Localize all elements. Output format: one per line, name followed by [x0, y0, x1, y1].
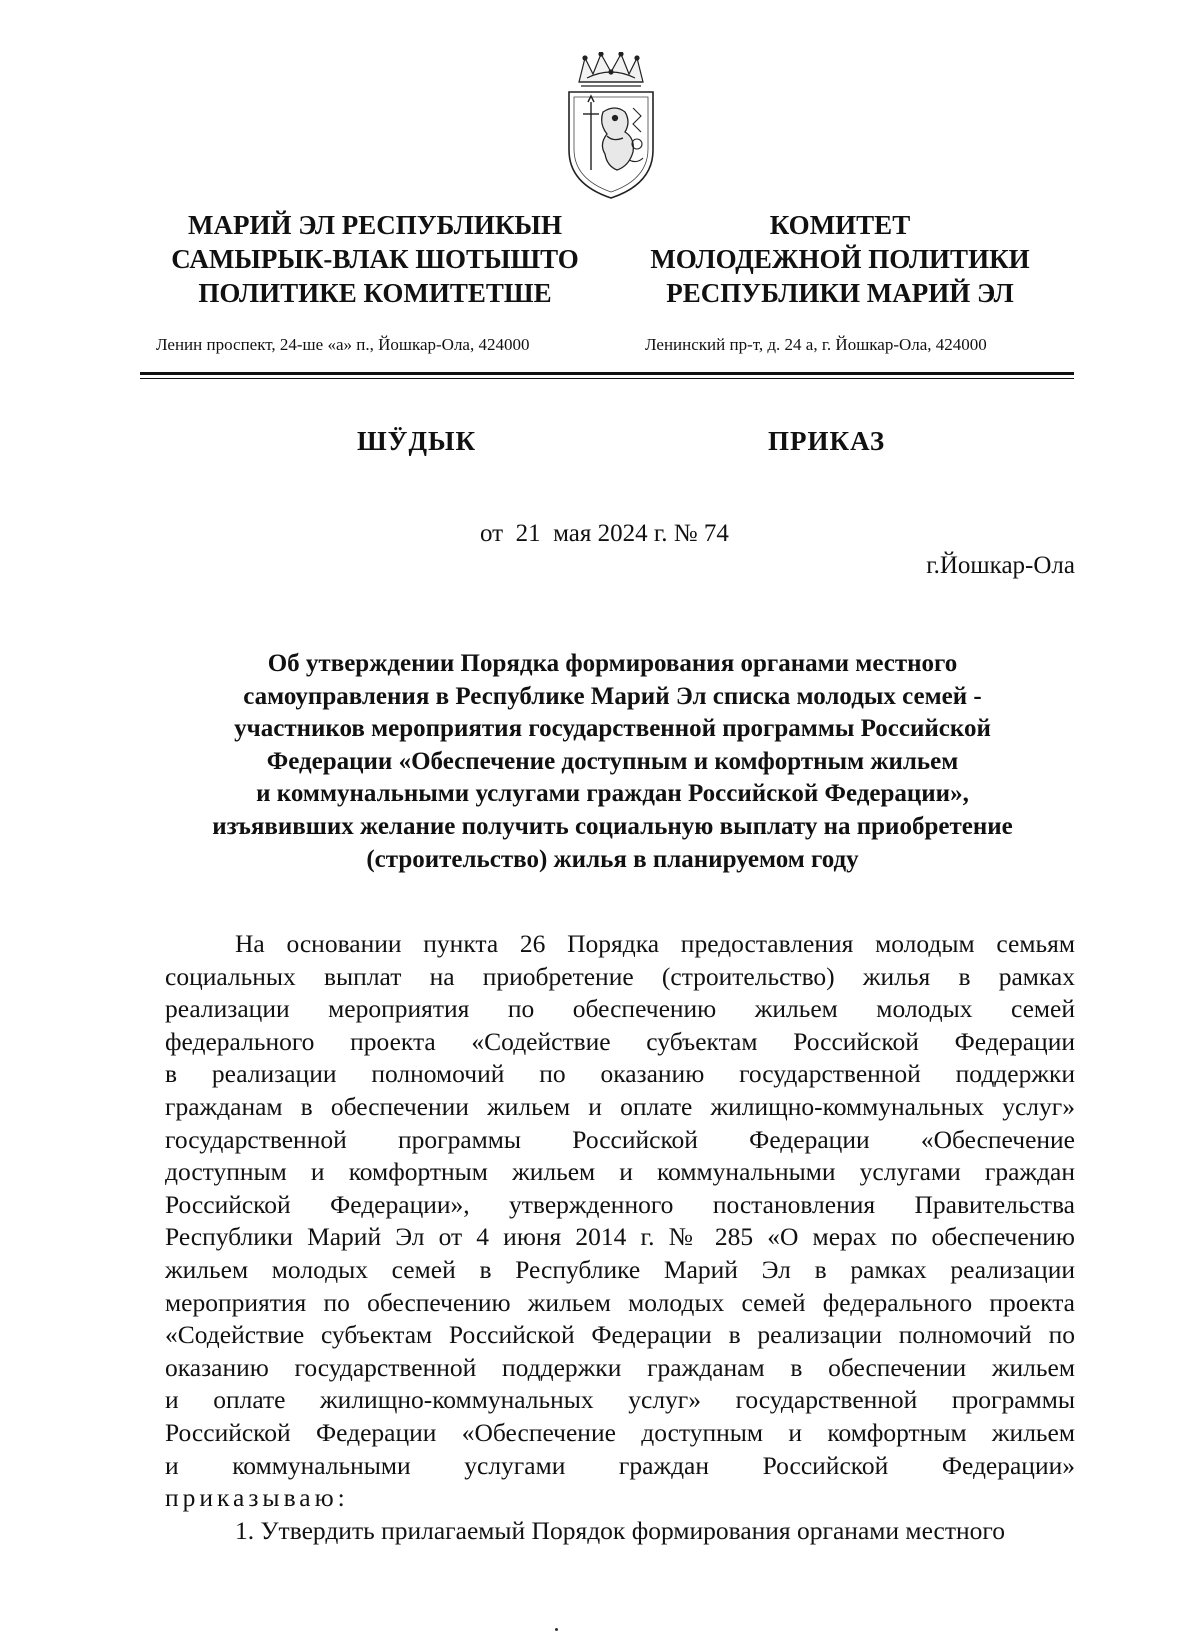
body-line: Республики Марий Эл от 4 июня 2014 г. № 285 «О мерах по обеспечению — [165, 1222, 1075, 1252]
body-line: реализации мероприятия по обеспечению жильем молодых семей — [165, 994, 1075, 1024]
document-date-number: от 21 мая 2024 г. № 74 — [480, 520, 729, 547]
header-address-russian: Ленинский пр-т, д. 24 а, г. Йошкар-Ола, 424000 — [645, 335, 987, 354]
body-line: мероприятия по обеспечению жильем молодых семей федерального проекта — [165, 1287, 1075, 1317]
document-type-mari: ШӰДЫК — [357, 426, 477, 456]
header-divider-thin — [140, 378, 1074, 379]
body-line: и коммунальными услугами граждан Российской Федерации» — [165, 1450, 1075, 1480]
body-line: государственной программы Российской Федерации «Обеспечение — [165, 1124, 1075, 1154]
body-line: социальных выплат на приобретение (строительство) жилья в рамках — [165, 961, 1075, 991]
body-line: оказанию государственной поддержки гражданам в обеспечении жильем — [165, 1352, 1075, 1382]
header-org-russian: КОМИТЕТ МОЛОДЕЖНОЙ ПОЛИТИКИ РЕСПУБЛИКИ МАРИЙ ЭЛ — [650, 210, 1030, 308]
body-line: «Содействие субъектам Российской Федерации в реализации полномочий по — [165, 1320, 1075, 1350]
document-heading: Об утверждении Порядка формирования органами местного самоуправления в Республике Марий Эл списка молодых семей - участников мероприятия государственной программы Российской Федерации «Обеспечение доступным и комфортным жильем и коммунальными услугами граждан Российской Федерации», изъявивших желание получить социальную выплату на приобретение (строительство) жилья в планируемом году — [212, 650, 1013, 873]
body-line: На основании пункта 26 Порядка предоставления молодым семьям — [235, 929, 1075, 958]
body-line-order-word: приказываю: — [165, 1483, 349, 1513]
document-city: г.Йошкар-Ола — [926, 552, 1075, 579]
body-line: доступным и комфортным жильем и коммунальными услугами граждан — [165, 1157, 1075, 1187]
header-address-mari: Ленин проспект, 24-ше «а» п., Йошкар-Ола, 424000 — [156, 335, 530, 354]
body-line: Российской Федерации «Обеспечение доступным и комфортным жильем — [165, 1417, 1075, 1447]
body-line: и оплате жилищно-коммунальных услуг» государственной программы — [165, 1385, 1075, 1415]
scan-artifact-dot — [555, 1628, 558, 1631]
header-org-mari: МАРИЙ ЭЛ РЕСПУБЛИКЫН САМЫРЫК-ВЛАК ШОТЫШТО ПОЛИТИКЕ КОМИТЕТШЕ — [171, 210, 579, 308]
body-line: в реализации полномочий по оказанию государственной поддержки — [165, 1059, 1075, 1089]
document-type-russian: ПРИКАЗ — [768, 426, 886, 456]
body-line: гражданам в обеспечении жильем и оплате жилищно-коммунальных услуг» — [165, 1091, 1075, 1121]
body-line: 1. Утвердить прилагаемый Порядок формирования органами местного — [235, 1515, 1005, 1545]
body-line: Российской Федерации», утвержденного постановления Правительства — [165, 1189, 1075, 1219]
body-line: жильем молодых семей в Республике Марий Эл в рамках реализации — [165, 1254, 1075, 1284]
body-line: федерального проекта «Содействие субъектам Российской Федерации — [165, 1026, 1075, 1056]
document-body — [165, 928, 1075, 1547]
coat-of-arms-emblem — [563, 52, 659, 200]
header-divider-thick — [140, 372, 1074, 375]
